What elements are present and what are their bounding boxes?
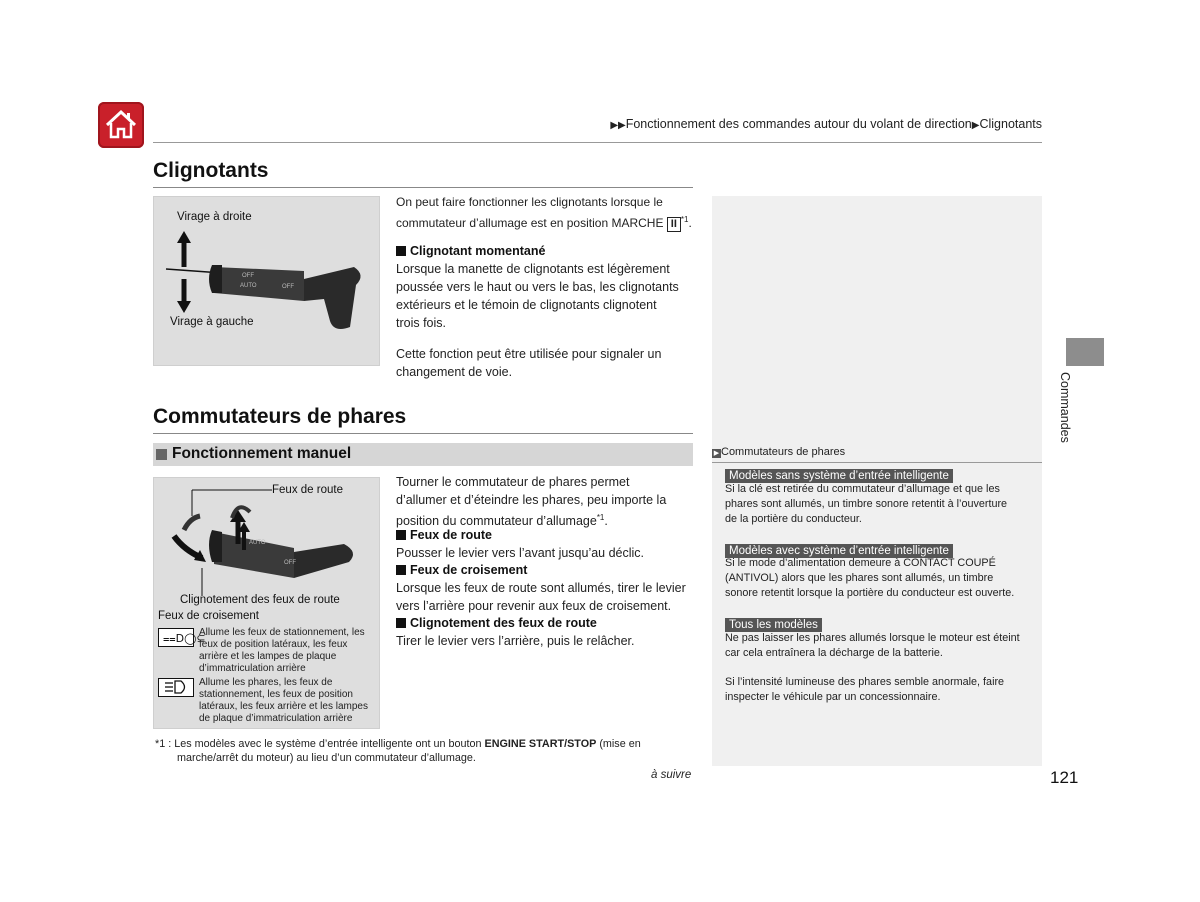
square-bullet-icon [396,565,406,575]
breadcrumb-arrow-icon: ▶▶ [610,120,626,131]
chapter-tab-label[interactable]: Commandes [1058,372,1072,443]
ignition-position-key: II [667,217,681,232]
legend-line: stationnement, les feux de position [199,689,353,700]
headlights-icon [158,678,194,697]
intro-line: On peut faire fonctionner les clignotants lorsque le [396,195,663,209]
subhead-feux-de-croisement [396,563,527,577]
tag-text: Modèles avec système d’entrée intelligente [725,544,953,558]
footnote-ref: *1 [680,215,689,224]
headlight-switch-figure [153,477,380,729]
fig-label-right-turn: Virage à droite [177,211,252,223]
note-line: car cela entraînera la décharge de la batterie. [725,647,943,659]
fig-label-flash: Clignotement des feux de route [180,594,340,606]
text-line: trois fois. [396,316,447,330]
continue-label: à suivre [651,769,692,781]
page-number: 121 [1050,768,1079,787]
sidebar-panel [712,196,1042,766]
note-all-models [725,631,1040,661]
note-line: Si le mode d’alimentation demeure à CONTACT COUPÉ [725,557,996,569]
svg-text:OFF: OFF [284,560,296,566]
footnote-ref: *1 [596,513,605,522]
fig-label-low-beam: Feux de croisement [158,610,259,622]
footnote-text: (mise en [599,738,641,750]
subhead-clignotant-momentane [396,244,545,258]
turn-signal-figure [153,196,380,366]
footnote-bold: ENGINE START/STOP [484,738,597,750]
section-title-clignotants: Clignotants [153,159,269,182]
subhead-text: Feux de croisement [410,563,528,577]
legend-parking-text [199,627,377,675]
section-rule [153,187,693,188]
legend-line: Allume les feux de stationnement, les [199,627,365,638]
header-divider [153,142,1042,143]
note-with-smart-entry [725,556,1040,601]
text-line: Cette fonction peut être utilisée pour signaler un [396,347,662,361]
square-bullet-icon [396,618,406,628]
legend-line: Allume les phares, les feux de [199,677,333,688]
legend-headlights-text [199,677,377,725]
note-line: Ne pas laisser les phares allumés lorsque le moteur est éteint [725,632,1020,644]
legend-line: de plaque d’immatriculation arrière [199,713,353,724]
note-line: phares sont allumés, un timbre sonore retentit à l’ouverture [725,498,1008,510]
feux-de-croisement-text [396,579,696,615]
text-line: changement de voie. [396,365,513,379]
sidebar-rule [712,462,1042,463]
square-bullet-icon [156,449,167,460]
square-bullet-icon [396,530,406,540]
note-line: Si l’intensité lumineuse des phares semble anormale, faire [725,676,1005,688]
feux-de-route-text: Pousser le levier vers l’avant jusqu’au déclic. [396,546,645,560]
note-without-smart-entry [725,482,1040,527]
clignotement-text: Tirer le levier vers l’arrière, puis le relâcher. [396,634,635,648]
footnote [155,737,695,765]
subhead-text: Feux de route [410,528,492,542]
tag-text: Modèles sans système d’entrée intelligente [725,469,953,483]
note-line: sonore retentit lorsque la portière du conducteur est ouverte. [725,587,1015,599]
svg-text:AUTO: AUTO [249,540,266,546]
breadcrumb-part2[interactable]: Clignotants [979,117,1042,131]
text-part: position du commutateur d’allumage [396,514,597,529]
footnote-mark: *1 [155,738,166,750]
legend-line: d’immatriculation arrière [199,663,306,674]
square-bullet-icon [396,246,406,256]
section-rule [153,433,693,434]
footnote-line: marche/arrêt du moteur) au lieu d’un commutateur d’allumage. [177,752,476,764]
section-title-commutateurs: Commutateurs de phares [153,405,407,428]
note-line: inspecter le véhicule par un concessionnaire. [725,691,941,703]
text-line [396,509,696,530]
ref-icon: ▶ [713,450,720,457]
svg-text:OFF: OFF [282,284,294,290]
sidebar-header [712,446,845,458]
lane-change-text [396,345,696,381]
intro-line [396,211,696,232]
svg-text:AUTO: AUTO [240,283,257,289]
section1-intro [396,193,696,232]
breadcrumb [560,117,1042,131]
manual-operation-bar [153,443,693,466]
breadcrumb-part1[interactable]: Fonctionnement des commandes autour du volant de direction [625,117,972,131]
breadcrumb-arrow-icon: ▶ [971,120,980,131]
note-line: de la portière du conducteur. [725,513,862,525]
home-icon[interactable] [98,102,144,148]
subhead-text: Clignotement des feux de route [410,616,597,630]
subhead-clignotement [396,616,597,630]
parking-lights-icon [158,628,206,647]
fig-label-high-beam: Feux de route [272,484,343,496]
note-dealer [725,675,1040,705]
legend-line: arrière et les lampes de plaque [199,651,337,662]
chapter-tab-marker[interactable] [1066,338,1104,366]
text-line: Lorsque la manette de clignotants est légèrement [396,262,670,276]
text-line: Tourner le commutateur de phares permet [396,475,630,489]
intro-end: . [688,216,692,230]
manual-operation-title: Fonctionnement manuel [172,445,352,462]
section2-intro [396,473,696,530]
tag-text: Tous les modèles [725,618,822,632]
text-line: Lorsque les feux de route sont allumés, tirer le levier [396,581,686,595]
footnote-text: : Les modèles avec le système d’entrée intelligente ont un bouton [168,738,482,750]
clignotant-momentane-text [396,260,696,332]
text-line: vers l’arrière pour revenir aux feux de croisement. [396,599,672,613]
text-end: . [604,514,608,529]
note-line: (ANTIVOL) alors que les phares sont allumés, un timbre [725,572,994,584]
note-line: Si la clé est retirée du commutateur d’allumage et que les [725,483,1000,495]
turn-signal-lever-illustration [154,197,379,365]
fig-label-left-turn: Virage à gauche [170,316,254,328]
text-line: extérieurs et le témoin de clignotants clignotent [396,298,657,312]
text-line: poussée vers le haut ou vers le bas, les clignotants [396,280,679,294]
subhead-text: Clignotant momentané [410,244,546,258]
legend-line: feux de position latéraux, les feux [199,639,348,650]
headlight-lever-illustration [154,478,379,628]
intro-text: commutateur d’allumage est en position MARCHE [396,216,664,230]
legend-line: latéraux, les feux arrière et les lampes [199,701,368,712]
footnote-line [155,737,695,751]
subhead-feux-de-route [396,528,492,542]
text-line: d’allumer et d’éteindre les phares, peu importe la [396,493,667,507]
svg-text:OFF: OFF [242,273,254,279]
svg-text:⩵D◯⊆: ⩵D◯⊆ [163,632,206,645]
sidebar-header-text: Commutateurs de phares [721,446,846,458]
